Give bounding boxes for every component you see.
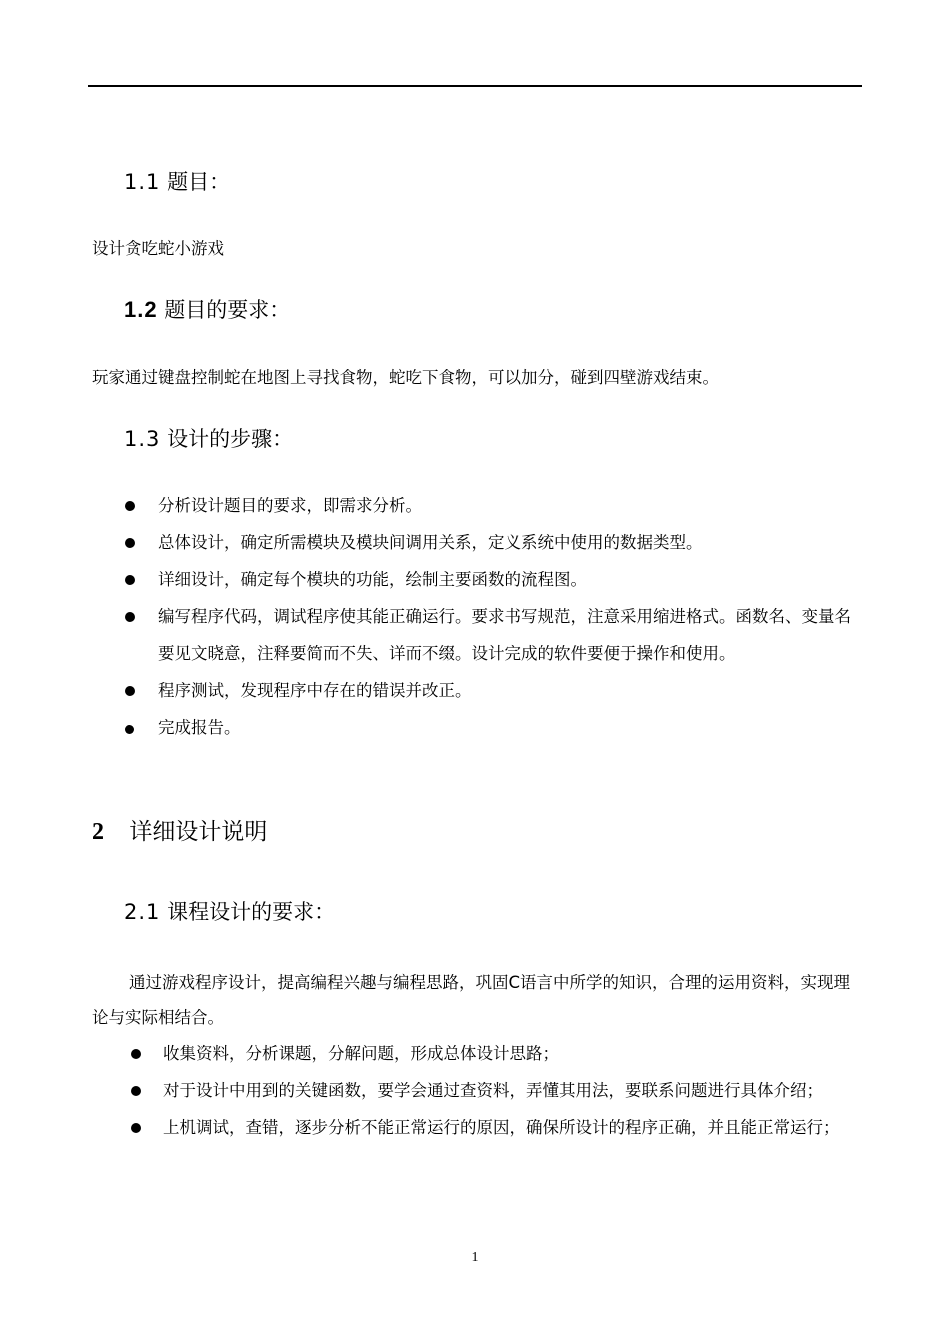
section-1-2-body: 玩家通过键盘控制蛇在地图上寻找食物，蛇吃下食物，可以加分，碰到四壁游戏结束。 [92,368,719,387]
heading-number: 1.1 [124,170,161,194]
list-item-text: 完成报告。 [158,718,241,737]
list-item-text: 收集资料，分析课题，分解问题，形成总体设计思路； [163,1044,559,1063]
bullet-icon [131,1086,141,1096]
list-item [158,561,862,598]
section-2-1-intro: 通过游戏程序设计，提高编程兴趣与编程思路，巩固C语言中所学的知识，合理的运用资料，实现理论与实际相结合。 [92,973,851,1027]
heading-1-2 [124,296,290,324]
list-item [158,524,862,561]
bullet-icon [125,612,135,622]
page-number: 1 [471,1250,479,1265]
section-1-1-body: 设计贪吃蛇小游戏 [92,239,224,258]
list-item [163,1072,862,1109]
list-item-text: 上机调试，查错，逐步分析不能正常运行的原因，确保所设计的程序正确，并且能正常运行； [163,1118,840,1137]
list-item-text: 编写程序代码，调试程序使其能正确运行。要求书写规范，注意采用缩进格式。函数名、变量名要见文晓意，注释要简而不失、详而不缀。设计完成的软件要便于操作和使用。 [158,607,851,663]
list-item [158,487,862,524]
heading-1-3 [124,425,293,453]
heading-number: 1.3 [124,427,161,451]
list-item [158,598,862,672]
list-item [163,1035,862,1072]
list-item [158,672,862,709]
heading-title: 题目的要求： [164,298,291,322]
bullet-icon [125,501,135,511]
bullet-icon [131,1123,141,1133]
heading-title: 题目： [167,170,231,194]
bullet-icon [125,686,135,696]
heading-title: 设计的步骤： [167,427,294,451]
list-item-text: 对于设计中用到的关键函数，要学会通过查资料，弄懂其用法，要联系问题进行具体介绍； [163,1081,823,1100]
bullet-icon [125,538,135,548]
heading-1-1 [124,168,230,196]
bullet-icon [131,1049,141,1059]
header-rule [88,85,862,87]
heading-number: 2.1 [124,900,161,924]
list-item-text: 总体设计，确定所需模块及模块间调用关系，定义系统中使用的数据类型。 [158,533,703,552]
list-item-text: 分析设计题目的要求，即需求分析。 [158,496,422,515]
heading-2 [92,817,267,847]
heading-title: 详细设计说明 [129,819,268,845]
heading-number: 1.2 [124,297,158,322]
list-item-text: 详细设计，确定每个模块的功能，绘制主要函数的流程图。 [158,570,587,589]
list-item [163,1109,862,1146]
list-item-text: 程序测试，发现程序中存在的错误并改正。 [158,681,472,700]
list-item [158,709,862,746]
heading-2-1 [124,898,335,926]
heading-title: 课程设计的要求： [167,900,336,924]
requirements-list [163,1035,862,1146]
bullet-icon [125,575,135,585]
heading-number: 2 [92,819,104,845]
design-steps-list [158,487,862,746]
bullet-icon [125,725,134,734]
